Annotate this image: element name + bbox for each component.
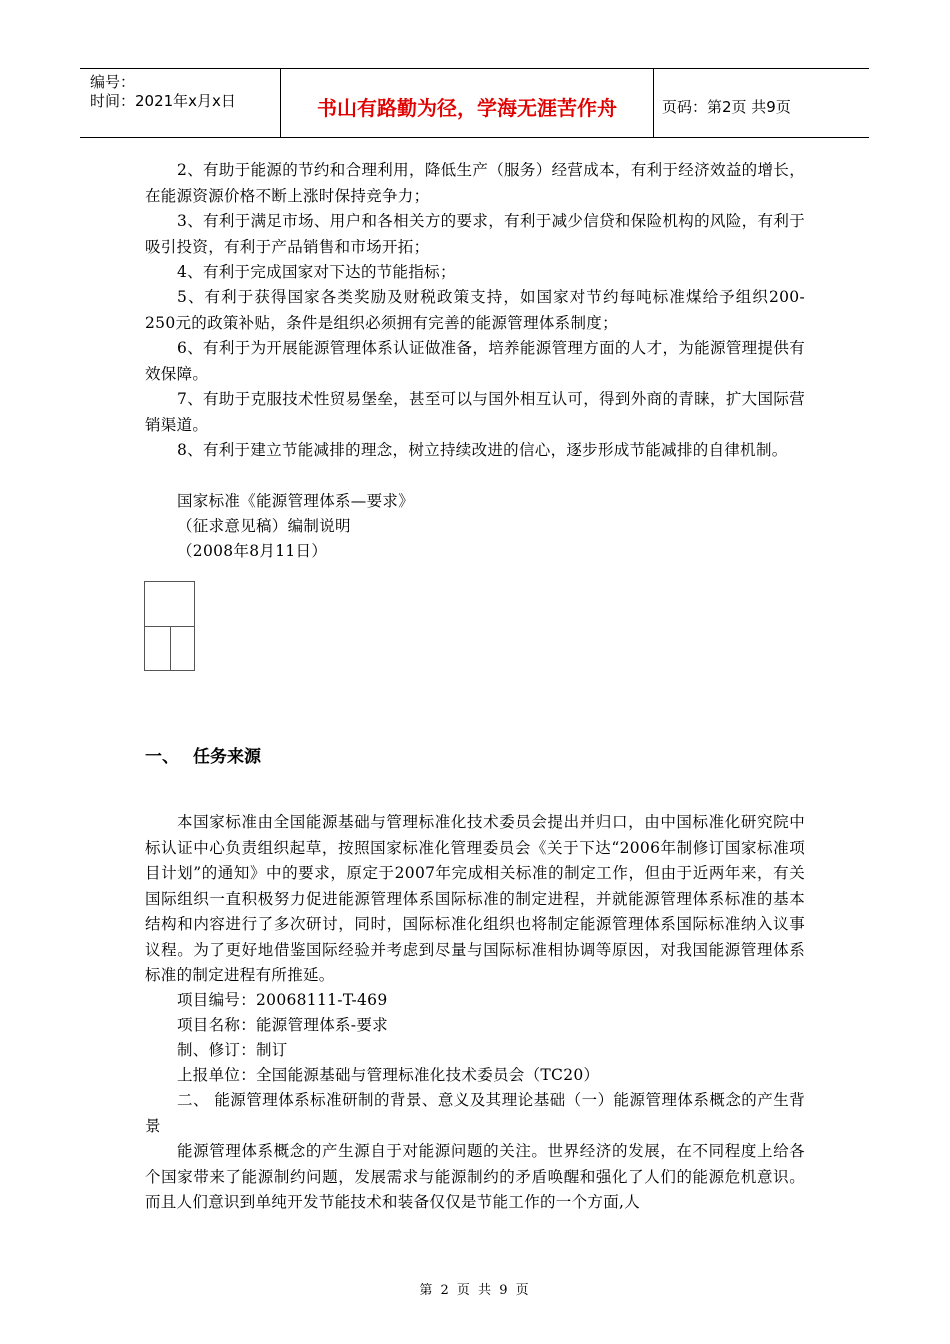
section1-title: 任务来源 (193, 747, 261, 767)
project-number: 项目编号：20068111-T-469 (177, 991, 388, 1009)
doc-title-line1: 国家标准《能源管理体系—要求》 (177, 492, 415, 510)
section2-paragraph: 能源管理体系概念的产生源自于对能源问题的关注。世界经济的发展，在不同程度上给各个国家带来了能源制约问题，发展需求与能源制约的矛盾唤醒和强化了人们的能源危机意识。而且人们意识到单纯开发节能技术和装备仅仅是节能工作的一个方面,人 (145, 1142, 805, 1211)
doc-title-line2: （征求意见稿）编制说明 (177, 517, 351, 535)
header-left-cell (80, 69, 281, 137)
list-item: 2、有助于能源的节约和合理利用，降低生产（服务）经营成本，有利于经济效益的增长，在能源资源价格不断上涨时保持竞争力； (145, 161, 805, 205)
list-item: 4、有利于完成国家对下达的节能指标； (177, 263, 456, 281)
table-divider-vertical (170, 626, 171, 670)
doc-title-date: （2008年8月11日） (177, 542, 328, 560)
revision-type: 制、修订：制订 (177, 1041, 288, 1059)
number-label: 编号： (90, 73, 136, 91)
section2-heading: 二、 能源管理体系标准研制的背景、意义及其理论基础（一）能源管理体系概念的产生背景 (145, 1091, 805, 1135)
list-item: 5、有利于获得国家各类奖励及财税政策支持，如国家对节约每吨标准煤给予组织200-250元的政策补贴，条件是组织必须拥有完善的能源管理体系制度； (145, 288, 805, 332)
header-page-info: 页码：第2页 共9页 (662, 97, 791, 116)
project-name: 项目名称：能源管理体系-要求 (177, 1016, 388, 1034)
list-item: 7、有助于克服技术性贸易堡垒，甚至可以与国外相互认可，得到外商的青睐，扩大国际营销渠道。 (145, 390, 805, 434)
section1-heading (145, 742, 261, 767)
empty-table-graphic (144, 581, 195, 671)
date-line: 时间：2021年x月x日 (90, 92, 236, 110)
reporting-unit: 上报单位：全国能源基础与管理标准化技术委员会（TC20） (177, 1066, 600, 1084)
list-item: 3、有利于满足市场、用户和各相关方的要求，有利于减少信贷和保险机构的风险，有利于吸引投资，有利于产品销售和市场开拓； (145, 212, 805, 256)
page-footer: 第 2 页 共 9 页 (419, 1283, 531, 1298)
section1-number: 一、 (145, 747, 179, 767)
list-item: 8、有利于建立节能减排的理念，树立持续改进的信心，逐步形成节能减排的自律机制。 (177, 441, 788, 459)
section1-paragraph: 本国家标准由全国能源基础与管理标准化技术委员会提出并归口，由中国标准化研究院中标认证中心负责组织起草，按照国家标准化管理委员会《关于下达“2006年制修订国家标准项目计划”的通知》中的要求，原定于2007年完成相关标准的制定工作，但由于近两年来，有关国际组织一直积极努力促进能源管理体系国际标准的制定进程，并就能源管理体系标准的基本结构和内容进行了多次研讨，同时，国际标准化组织也将制定能源管理体系国际标准纳入议事议程。为了更好地借鉴国际经验并考虑到尽量与国际标准相协调等原因，对我国能源管理体系标准的制定进程有所推延。 (145, 813, 805, 984)
header-motto: 书山有路勤为径，学海无涯苦作舟 (281, 69, 654, 137)
list-item: 6、有利于为开展能源管理体系认证做准备，培养能源管理方面的人才，为能源管理提供有效保障。 (145, 339, 805, 383)
header-table (80, 68, 869, 138)
